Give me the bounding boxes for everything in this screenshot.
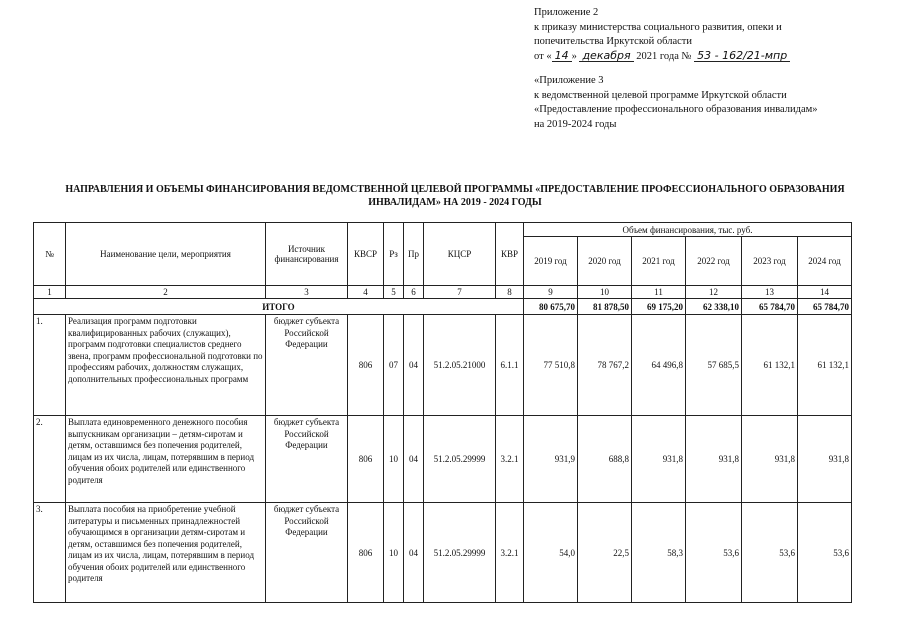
col-number: 12 — [686, 286, 742, 299]
header-kcsr: КЦСР — [424, 223, 496, 286]
order-mid: » — [571, 50, 577, 62]
col-number: 7 — [424, 286, 496, 299]
row-value: 58,3 — [632, 503, 686, 603]
header-source: Источник финансирования — [266, 223, 348, 286]
total-value: 81 878,50 — [578, 299, 632, 315]
order-prefix: от « — [534, 50, 552, 62]
row-source: бюджет субъекта Российской Федерации — [266, 416, 348, 503]
document-title-line-2: ИНВАЛИДАМ» НА 2019 - 2024 ГОДЫ — [368, 197, 542, 208]
row-kvsr: 806 — [348, 315, 384, 416]
row-kcsr: 51.2.05.29999 — [424, 416, 496, 503]
row-num: 2. — [34, 416, 66, 503]
appendix-line-5: «Приложение 3 — [534, 75, 604, 86]
row-value: 931,8 — [686, 416, 742, 503]
header-year: 2020 год — [578, 237, 632, 286]
row-name: Реализация программ подготовки квалифицированных рабочих (служащих), программ подготовки специалистов среднего звена, программ профессиональной подготовки по профессиям рабочих, должностям служащих, дополнительных профессиональных программ — [66, 315, 266, 416]
order-year-text: 2021 года № — [636, 50, 692, 62]
row-kcsr: 51.2.05.29999 — [424, 503, 496, 603]
header-year: 2022 год — [686, 237, 742, 286]
row-value: 77 510,8 — [524, 315, 578, 416]
header-pr: Пр — [404, 223, 424, 286]
header-year: 2023 год — [742, 237, 798, 286]
col-number: 8 — [496, 286, 524, 299]
row-kcsr: 51.2.05.21000 — [424, 315, 496, 416]
total-label: ИТОГО — [34, 299, 524, 315]
header-name: Наименование цели, мероприятия — [66, 223, 266, 286]
row-value: 54,0 — [524, 503, 578, 603]
header-year: 2021 год — [632, 237, 686, 286]
col-number: 1 — [34, 286, 66, 299]
order-number-handwritten: 53 - 162/21-мпр — [694, 50, 790, 62]
row-value: 688,8 — [578, 416, 632, 503]
appendix-line-8: на 2019-2024 годы — [534, 118, 617, 130]
row-rz: 10 — [384, 503, 404, 603]
table-row — [34, 416, 852, 503]
row-value: 78 767,2 — [578, 315, 632, 416]
appendix-line-3: попечительства Иркутской области — [534, 36, 692, 47]
funding-table — [33, 222, 852, 603]
total-row — [34, 299, 852, 315]
row-rz: 07 — [384, 315, 404, 416]
col-number: 5 — [384, 286, 404, 299]
row-kvr: 6.1.1 — [496, 315, 524, 416]
row-value: 64 496,8 — [632, 315, 686, 416]
total-value: 69 175,20 — [632, 299, 686, 315]
row-value: 22,5 — [578, 503, 632, 603]
row-pr: 04 — [404, 503, 424, 603]
col-number: 11 — [632, 286, 686, 299]
row-source: бюджет субъекта Российской Федерации — [266, 315, 348, 416]
row-value: 53,6 — [686, 503, 742, 603]
row-pr: 04 — [404, 416, 424, 503]
row-kvsr: 806 — [348, 503, 384, 603]
total-value: 65 784,70 — [798, 299, 852, 315]
total-value: 62 338,10 — [686, 299, 742, 315]
col-number: 9 — [524, 286, 578, 299]
row-value: 931,8 — [798, 416, 852, 503]
document-title — [40, 183, 870, 209]
total-value: 65 784,70 — [742, 299, 798, 315]
order-line — [534, 50, 894, 65]
col-number: 10 — [578, 286, 632, 299]
order-day-handwritten: 14 — [552, 50, 572, 62]
header-kvsr: КВСР — [348, 223, 384, 286]
header-year: 2024 год — [798, 237, 852, 286]
table-row — [34, 503, 852, 603]
appendix-block — [534, 6, 894, 132]
col-number: 14 — [798, 286, 852, 299]
col-number: 2 — [66, 286, 266, 299]
row-value: 61 132,1 — [798, 315, 852, 416]
appendix-line-6: к ведомственной целевой программе Иркутской области — [534, 89, 787, 101]
total-value: 80 675,70 — [524, 299, 578, 315]
row-value: 53,6 — [798, 503, 852, 603]
col-number: 13 — [742, 286, 798, 299]
document-title-line-1: НАПРАВЛЕНИЯ И ОБЪЕМЫ ФИНАНСИРОВАНИЯ ВЕДОМСТВЕННОЙ ЦЕЛЕВОЙ ПРОГРАММЫ «ПРЕДОСТАВЛЕНИЕ ПРОФЕССИОНАЛЬНОГО ОБРАЗОВАНИЯ — [65, 184, 845, 195]
header-rz: Рз — [384, 223, 404, 286]
table-row — [34, 315, 852, 416]
row-source: бюджет субъекта Российской Федерации — [266, 503, 348, 603]
header-kvr: КВР — [496, 223, 524, 286]
col-number: 3 — [266, 286, 348, 299]
row-kvr: 3.2.1 — [496, 503, 524, 603]
row-value: 931,8 — [632, 416, 686, 503]
row-name: Выплата пособия на приобретение учебной литературы и письменных принадлежностей обучающимся в организации детям-сиротам и детям, оставшимся без попечения родителей, лицам из их числа, лицам, потерявшим в период обучения обоих родителей или единственного родителя — [66, 503, 266, 603]
row-rz: 10 — [384, 416, 404, 503]
col-number: 4 — [348, 286, 384, 299]
header-funding: Объем финансирования, тыс. руб. — [524, 223, 852, 237]
appendix-line-1: Приложение 2 — [534, 7, 599, 18]
row-value: 931,9 — [524, 416, 578, 503]
row-pr: 04 — [404, 315, 424, 416]
header-num: № — [34, 223, 66, 286]
order-month-handwritten: декабря — [579, 50, 633, 62]
row-value: 61 132,1 — [742, 315, 798, 416]
row-name: Выплата единовременного денежного пособия выпускникам организации – детям-сиротам и детям, оставшимся без попечения родителей, лицам из их числа, лицам, потерявшим в период обучения обоих родителей или единственного родителя — [66, 416, 266, 503]
row-value: 931,8 — [742, 416, 798, 503]
appendix-line-7: «Предоставление профессионального образования инвалидам» — [534, 104, 818, 115]
appendix-line-2: к приказу министерства социального развития, опеки и — [534, 21, 782, 33]
header-year: 2019 год — [524, 237, 578, 286]
row-value: 57 685,5 — [686, 315, 742, 416]
row-kvsr: 806 — [348, 416, 384, 503]
col-number: 6 — [404, 286, 424, 299]
row-kvr: 3.2.1 — [496, 416, 524, 503]
row-value: 53,6 — [742, 503, 798, 603]
spacer — [534, 64, 894, 74]
row-num: 1. — [34, 315, 66, 416]
row-num: 3. — [34, 503, 66, 603]
